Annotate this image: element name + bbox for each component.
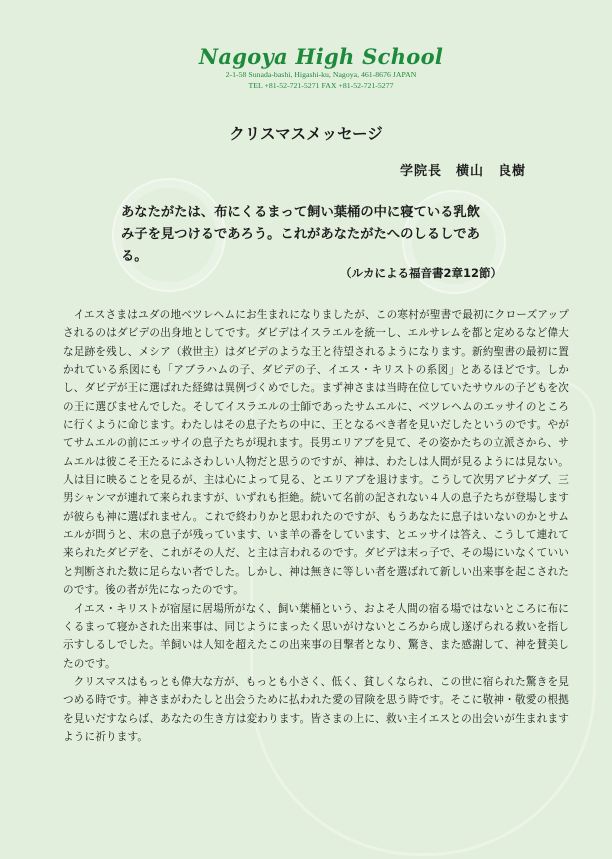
school-name: Nagoya High School <box>198 44 444 69</box>
author-name: 学院長 横山 良樹 <box>400 164 527 179</box>
scripture-reference: （ルカによる福音書2章12節） <box>340 266 503 280</box>
page-title: クリスマスメッセージ <box>229 125 383 143</box>
body-paragraph: イエスさまはユダの地ベツレヘムにお生まれになりましたが、この寒村が聖書で最初にクローズアップされるのはダビデの出身地としてです。ダビデはイスラエルを統一し、エルサレムを都と定めるなど偉大な足跡を残し、メシア（救世主）はダビデのような王と待望されるようになります。新約聖書の最初に置かれている系図にも「アブラハムの子、ダビデの子、イエス・キリストの系図」とあるほどです。しかし、ダビデが王に選ばれた経緯は異例づくめでした。まず神さまは当時在位していたサウルの子どもを次の王に選びませんでした。そしてイスラエルの士師であったサムエルに、ベツレヘムのエッサイのところに行くように命じます。わたしはその息子たちの中に、王となるべき者を見いだしたというのです。やがてサムエルの前にエッサイの息子たちが現れます。長男エリアブを見て、その姿かたちの立派さから、サムエルは彼こそ王たるにふさわしい人物だと思うのですが、神は、わたしは人間が見るようには見ない。人は目に映ることを見るが、主は心によって見る、とエリアブを退けます。こうして次男アビナダブ、三男シャンマが連れて来られますが、いずれも拒絶。続いて名前の記されない４人の息子たちが登場しますが彼らも神に選ばれません。これで終わりかと思われたのですが、もうあなたに息子はいないのかとサムエルが問うと、末の息子が残っています、いま羊の番をしています、とエッサイは答え、こうして連れて来られたダビデを、これがその人だ、と主は言われるのです。ダビデは末っ子で、その場にいなくていいと判断された数に足らない者でした。しかし、神は無きに等しい者を選ばれて新しい出来事を起こされたのです。後の者が先になったのです。 <box>63 309 569 597</box>
message-body <box>63 306 569 746</box>
letterhead <box>0 44 612 91</box>
scripture-verse: あなたがたは、布にくるまって飼い葉桶の中に寝ている乳飲み子を見つけるであろう。これがあなたがたへのしるしである。 <box>121 205 481 264</box>
school-address: 2-1-58 Sunada-bashi, Higashi-ku, Nagoya, 461-8676 JAPAN <box>225 70 417 79</box>
body-paragraph: イエス・キリストが宿屋に居場所がなく、飼い葉桶という、およそ人間の宿る場ではないところに布にくるまって寝かされた出来事は、同じようにまったく思いがけないところから成し遂げられる救いを指し示すしるしでした。羊飼いは人知を超えたこの出来事の目撃者となり、驚き、また感謝して、神を賛美したのです。 <box>63 602 569 670</box>
body-paragraph: クリスマスはもっとも偉大な方が、もっとも小さく、低く、貧しくなられ、この世に宿られた驚きを見つめる時です。神さまがわたしと出会うために払われた愛の冒険を思う時です。そこに敬神・敬愛の根拠を見いだすならば、あなたの生き方は変わります。皆さまの上に、救い主イエスとの出会いが生まれますように祈ります。 <box>63 675 569 743</box>
school-contact: TEL +81-52-721-5271 FAX +81-52-721-5277 <box>248 81 394 90</box>
